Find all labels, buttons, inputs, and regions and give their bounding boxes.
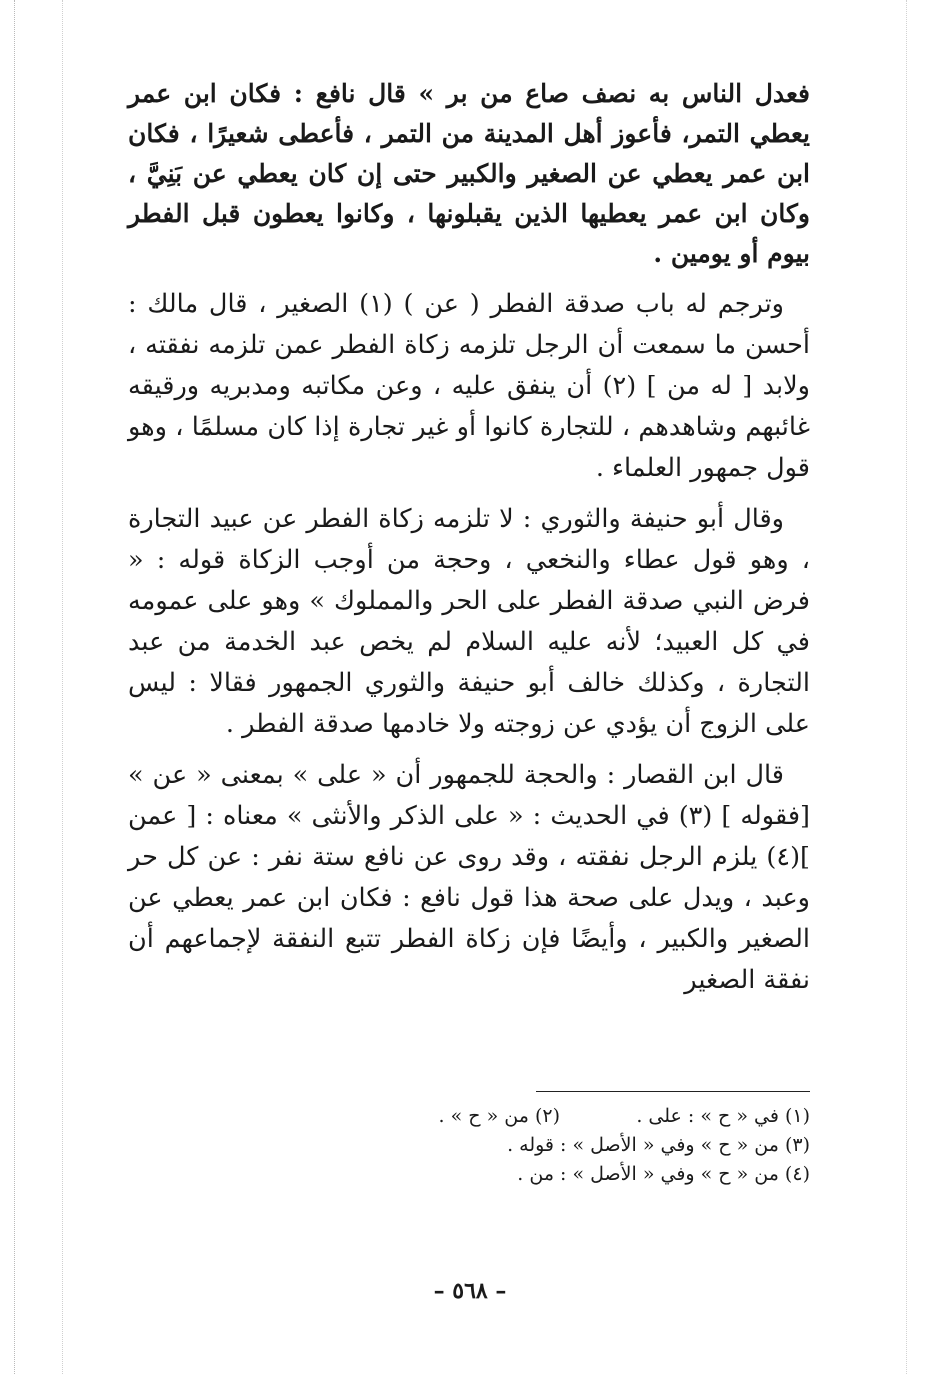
paragraph-hadith: فعدل الناس به نصف صاع من بر » قال نافع : فكان ابن عمر يعطي التمر، فأعوز أهل المدينة من التمر ، فأعطى شعيرًا ، فكان ابن عمر يعطي عن الصغير والكبير حتى إن كان يعطي عن بَنِيَّ ، وكان ابن عمر يعطيها الذين يقبلونها ، وكانوا يعطون قبل الفطر بيوم أو يومين . [128, 79, 810, 268]
footnote-3: (٣) من « ح » وفي « الأصل » : قوله . [507, 1134, 810, 1156]
paragraph-abu-hanifa: وقال أبو حنيفة والثوري : لا تلزمه زكاة الفطر عن عبيد التجارة ، وهو قول عطاء والنخعي ، وحجة من أوجب الزكاة قوله : « فرض النبي صدقة الفطر على الحر والمملوك » وهو على عمومه في كل العبيد؛ لأنه عليه السلام لم يخص عبد الخدمة من عبد التجارة ، وكذلك خالف أبو حنيفة والثوري الجمهور فقالا : ليس على الزوج أن يؤدي عن زوجته ولا خادمها صدقة الفطر . [128, 504, 810, 739]
scan-margin-line [14, 0, 15, 1374]
footnote-separator [536, 1091, 810, 1092]
footnotes [130, 1102, 810, 1189]
footnote-row [130, 1102, 810, 1131]
footnote-row [130, 1160, 810, 1189]
paragraph-malik: وترجم له باب صدقة الفطر ( عن ) (١) الصغير ، قال مالك : أحسن ما سمعت أن الرجل تلزمه زكاة الفطر عمن تلزمه نفقته ، ولابد [ له من ] (٢) أن ينفق عليه ، وعن مكاتبه ومدبريه ورقيقه غائبهم وشاهدهم ، للتجارة كانوا أو غير تجارة إذا كان مسلمًا ، وهو قول جمهور العلماء . [128, 289, 810, 483]
paragraph-ibn-qassar: قال ابن القصار : والحجة للجمهور أن « على » بمعنى « عن » [فقوله ] (٣) في الحديث : « على الذكر والأنثى » معناه : [ عمن ](٤) يلزم الرجل نفقته ، وقد روى عن نافع ستة نفر : عن كل حر وعبد ، ويدل على صحة هذا قول نافع : فكان ابن عمر يعطي عن الصغير والكبير ، وأيضًا فإن زكاة الفطر تتبع النفقة لإجماعهم أن نفقة الصغير [128, 760, 810, 995]
scan-margin-line [906, 0, 907, 1374]
footnote-1: (١) في « ح » : على . [636, 1105, 810, 1127]
footnote-4: (٤) من « ح » وفي « الأصل » : من . [517, 1163, 810, 1185]
footnote-row [130, 1131, 810, 1160]
footnote-2: (٢) من « ح » . [438, 1105, 560, 1127]
scan-margin-line [62, 0, 63, 1374]
main-text [128, 74, 810, 1001]
page-number: – ٥٦٨ – [433, 1278, 507, 1304]
